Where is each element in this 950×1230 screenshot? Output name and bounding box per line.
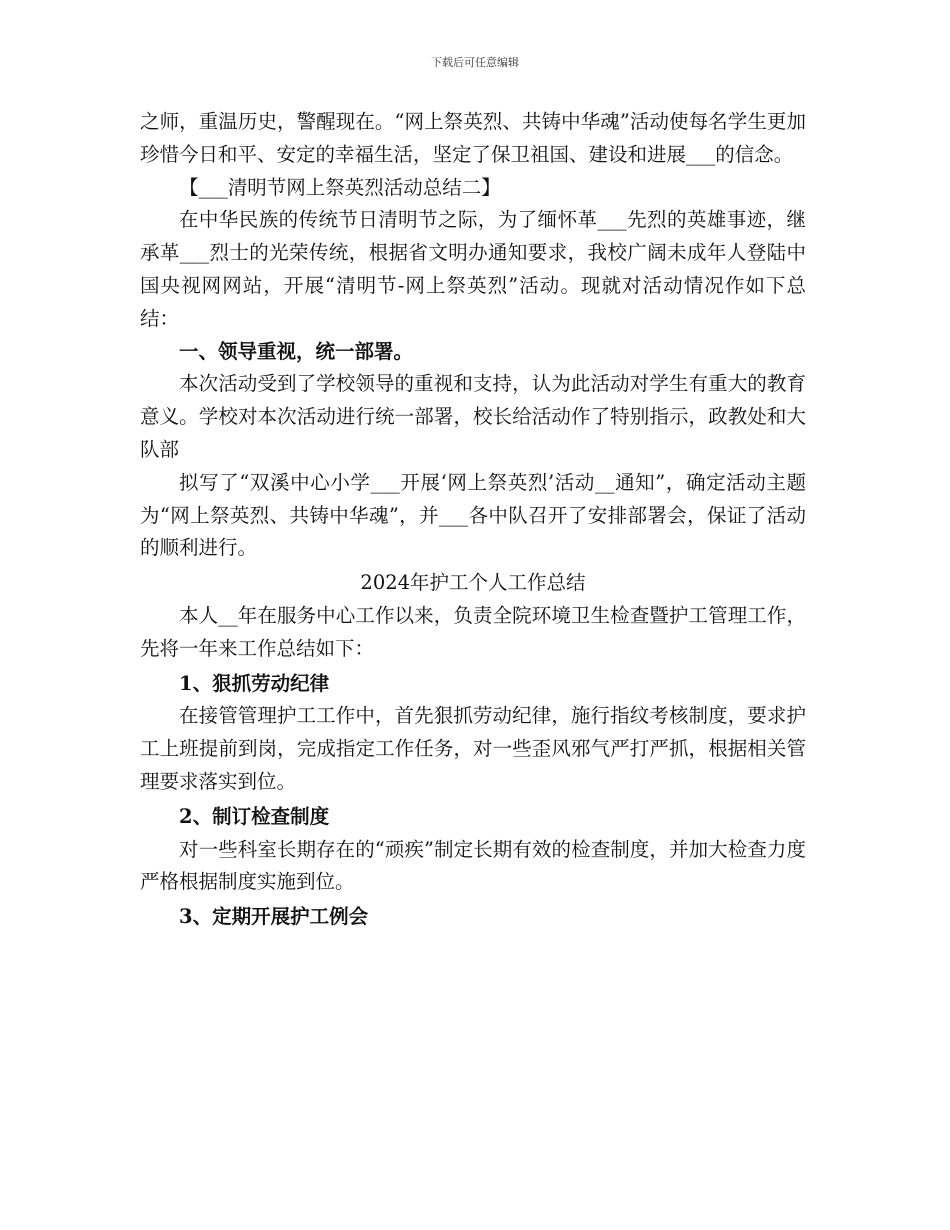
paragraph-intro: 在中华民族的传统节日清明节之际，为了缅怀革___先烈的英雄事迹，继承革___烈士的光荣传统，根据省文明办通知要求，我校广阔未成年人登陆中国央视网网站，开展“清明节-网上祭英烈”活动。现就对活动情况作如下总结： [140,208,806,330]
header-note: 下载后可任意编辑 [431,56,519,69]
paragraph-inspection: 对一些科室长期存在的“顽疾”制定长期有效的检查制度，并加大检查力度严格根据制度实施到位。 [140,837,806,894]
heading-inspection: 2、制订检查制度 [179,804,330,828]
paragraph-notice: 拟写了“双溪中心小学___开展‘网上祭英烈’活动__通知”，确定活动主题为“网上祭英烈、共铸中华魂”，并___各中队召开了安排部署会，保证了活动的顺利进行。 [140,470,806,560]
heading-leadership: 一、领导重视，统一部署。 [179,339,414,363]
paragraph-continuation: 之师，重温历史，警醒现在。“网上祭英烈、共铸中华魂”活动使每名学生更加珍惜今日和平、安定的幸福生活，坚定了保卫祖国、建设和进展___的信念。 [140,110,806,166]
heading-meetings: 3、定期开展护工例会 [179,905,369,929]
document-body [140,106,806,934]
section-title-summary-two: 【___清明节网上祭英烈活动总结二】 [179,175,501,199]
paragraph-leadership: 本次活动受到了学校领导的重视和支持，认为此活动对学生有重大的教育意义。学校对本次活动进行统一部署，校长给活动作了特别指示，政教处和大队部 [140,372,806,461]
document-title-nursing-summary: 2024年护工个人工作总结 [360,571,586,595]
paragraph-nursing-intro: 本人__年在服务中心工作以来，负责全院环境卫生检查暨护工管理工作，先将一年来工作总结如下： [140,603,806,660]
heading-discipline: 1、狠抓劳动纪律 [179,671,330,695]
paragraph-discipline: 在接管管理护工工作中，首先狠抓劳动纪律，施行指纹考核制度，要求护工上班提前到岗，完成指定工作任务，对一些歪风邪气严打严抓，根据相关管理要求落实到位。 [140,704,806,793]
